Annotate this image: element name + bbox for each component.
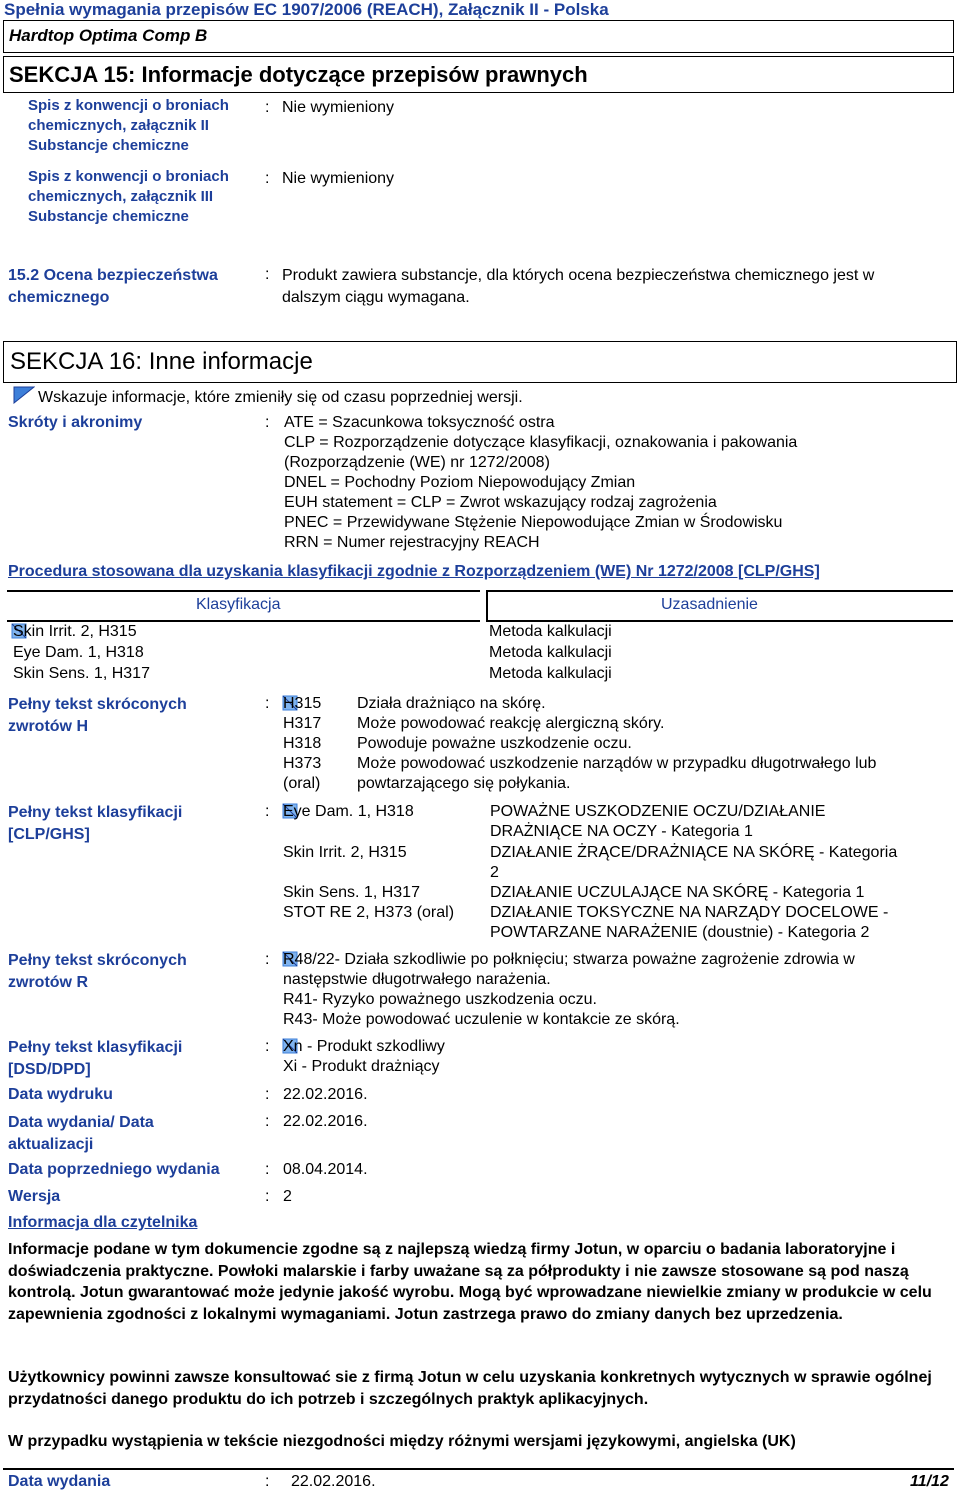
prev-date-colon: :: [265, 1161, 270, 1178]
csa-value: Produkt zawiera substancje, dla których ocena bezpieczeństwa chemicznego jest w dalszym ciągu wymagana.: [282, 267, 875, 306]
document-header-title: Spełnia wymagania przepisów EC 1907/2006 (REACH), Załącznik II - Polska: [4, 0, 609, 19]
info-paragraph: Informacje podane w tym dokumencie zgodne są z najlepszą wiedzą firmy Jotun, w oparciu o badania laboratoryjne i doświadczenia praktyczne. Powłoki malarskie i farby uważane są za półprodukty i nie zawsze stosowane są pod naszą kontrolą. Jotun gwarantować może jedynie jakość wyrobu. Mogą być wprowadzane niewielkie zmiany w produkcie w celu zapewnienia zgodności z lokalnymi wymaganiami. Jotun zastrzega prawo do zmiany danych bez uprzedzenia.: [8, 1241, 932, 1323]
classification-table: [7, 590, 953, 687]
h-codes: H315 H317 H318 H373 (oral): [283, 695, 322, 792]
table-header-classification: Klasyfikacja: [196, 596, 281, 613]
version-label: Wersja: [8, 1188, 61, 1205]
abbr-colon: :: [265, 414, 270, 431]
change-marker-icon: [13, 386, 35, 404]
h-label: Pełny tekst skróconych zwrotów H: [8, 696, 187, 735]
r-colon: :: [265, 951, 270, 968]
issue-date-colon: :: [265, 1113, 270, 1130]
issue-date: 22.02.2016.: [283, 1113, 368, 1130]
print-date: 22.02.2016.: [283, 1086, 368, 1103]
version: 2: [283, 1188, 292, 1205]
h-colon: :: [265, 695, 270, 712]
section16-header: [3, 341, 957, 383]
info-paragraph: W przypadku wystąpienia w tekście niezgodności między różnymi wersjami językowymi, angielska (UK): [8, 1433, 796, 1450]
csa-colon: :: [265, 266, 270, 283]
clp-text: DZIAŁANIE TOKSYCZNE NA NARZĄDY DOCELOWE - POWTARZANE NARAŻENIE (doustnie) - Kategoria 2: [490, 904, 889, 941]
conv3-value: Nie wymieniony: [282, 170, 395, 187]
conv3-colon: :: [265, 170, 270, 187]
change-note: Wskazuje informacje, które zmieniły się od czasu poprzedniej wersji.: [38, 389, 523, 406]
abbr-line: DNEL = Pochodny Poziom Niepowodujący Zmian: [284, 474, 636, 491]
clp-label: Pełny tekst klasyfikacji [CLP/GHS]: [8, 804, 183, 843]
dsd-lines: Xn - Produkt szkodliwy Xi - Produkt drażniący: [283, 1038, 445, 1075]
info-paragraph: Użytkownicy powinni zawsze konsultować sie z firmą Jotun w celu uzyskania konkretnych wytycznych w sprawie ogólnej przydatności danego produktu do ich potrzeb i szczególnych praktyk aplikacyjnych.: [8, 1369, 932, 1408]
print-date-colon: :: [265, 1086, 270, 1103]
footer-colon: :: [265, 1473, 270, 1490]
version-colon: :: [265, 1188, 270, 1205]
page-number: 11/12: [910, 1473, 949, 1490]
reader-info-label: Informacja dla czytelnika: [8, 1214, 198, 1231]
section15-header: [3, 56, 954, 93]
clp-text: DZIAŁANIE UCZULAJĄCE NA SKÓRĘ - Kategoria 1: [490, 884, 865, 901]
abbr-list: [284, 413, 797, 553]
conv3-label: Spis z konwencji o broniach chemicznych, załącznik III Substancje chemiczne: [28, 168, 229, 225]
r-lines: R48/22- Działa szkodliwie po połknięciu; stwarza poważne zagrożenie zdrowia w następstwie długotrwałego narażenia. R41- Ryzyko poważnego uszkodzenia oczu. R43- Może powodować uczulenie w kontakcie ze skórą.: [283, 951, 855, 1028]
conv2-value: Nie wymieniony: [282, 99, 395, 116]
clp-text: POWAŻNE USZKODZENIE OCZU/DZIAŁANIE DRAŻNIĄCE NA OCZY - Kategoria 1: [490, 803, 826, 840]
conv2-label: Spis z konwencji o broniach chemicznych, załącznik II Substancje chemiczne: [28, 97, 229, 154]
r-label: Pełny tekst skróconych zwrotów R: [8, 952, 187, 991]
table-row-class: Eye Dam. 1, H318: [13, 644, 144, 661]
print-date-label: Data wydruku: [8, 1086, 113, 1103]
table-row-reason: Metoda kalkulacji: [489, 644, 612, 661]
conv2-colon: :: [265, 99, 270, 116]
table-header-reason: Uzasadnienie: [661, 596, 758, 613]
dsd-label: Pełny tekst klasyfikacji [DSD/DPD]: [8, 1039, 183, 1078]
abbr-line: PNEC = Przewidywane Stężenie Niepowodujące Zmian w Środowisku: [284, 514, 783, 531]
product-name: Hardtop Optima Comp B: [9, 26, 208, 45]
clp-code: Skin Sens. 1, H317: [283, 884, 420, 901]
procedure-title: Procedura stosowana dla uzyskania klasyfikacji zgodnie z Rozporządzeniem (WE) Nr 1272/2008 [CLP/GHS]: [8, 563, 820, 580]
abbr-line: RRN = Numer rejestracyjny REACH: [284, 534, 540, 551]
abbr-line: EUH statement = CLP = Zwrot wskazujący rodzaj zagrożenia: [284, 494, 717, 511]
abbr-label: Skróty i akronimy: [8, 414, 143, 431]
table-row-reason: Metoda kalkulacji: [489, 623, 612, 640]
section15-title: SEKCJA 15: Informacje dotyczące przepisów prawnych: [9, 62, 588, 87]
section16-title: SEKCJA 16: Inne informacje: [10, 348, 313, 375]
product-box: [3, 20, 954, 53]
dsd-colon: :: [265, 1038, 270, 1055]
footer-date: 22.02.2016.: [291, 1473, 376, 1490]
abbr-line: (Rozporządzenie (WE) nr 1272/2008): [284, 454, 550, 471]
issue-date-label: Data wydania/ Data aktualizacji: [8, 1114, 154, 1153]
footer-date-label: Data wydania: [8, 1473, 111, 1490]
abbr-line: CLP = Rozporządzenie dotyczące klasyfikacji, oznakowania i pakowania: [284, 434, 798, 451]
footer-divider: [3, 1468, 954, 1470]
prev-date-label: Data poprzedniego wydania: [8, 1161, 220, 1178]
abbr-line: ATE = Szacunkowa toksyczność ostra: [284, 414, 555, 431]
clp-code: Skin Irrit. 2, H315: [283, 844, 407, 861]
table-row-reason: Metoda kalkulacji: [489, 665, 612, 682]
clp-colon: :: [265, 803, 270, 820]
prev-date: 08.04.2014.: [283, 1161, 368, 1178]
clp-code: STOT RE 2, H373 (oral): [283, 904, 455, 921]
table-row-class: Skin Sens. 1, H317: [13, 665, 150, 682]
clp-text: DZIAŁANIE ŻRĄCE/DRAŻNIĄCE NA SKÓRĘ - Kategoria 2: [490, 844, 898, 881]
csa-label: 15.2 Ocena bezpieczeństwa chemicznego: [8, 267, 218, 306]
table-row-class: Skin Irrit. 2, H315: [13, 623, 137, 640]
h-texts: Działa drażniąco na skórę. Może powodować reakcję alergiczną skóry. Powoduje poważne uszkodzenie oczu. Może powodować uszkodzenie narządów w przypadku długotrwałego lub powtarzającego się połykania.: [357, 695, 877, 792]
clp-code: Eye Dam. 1, H318: [283, 803, 414, 820]
